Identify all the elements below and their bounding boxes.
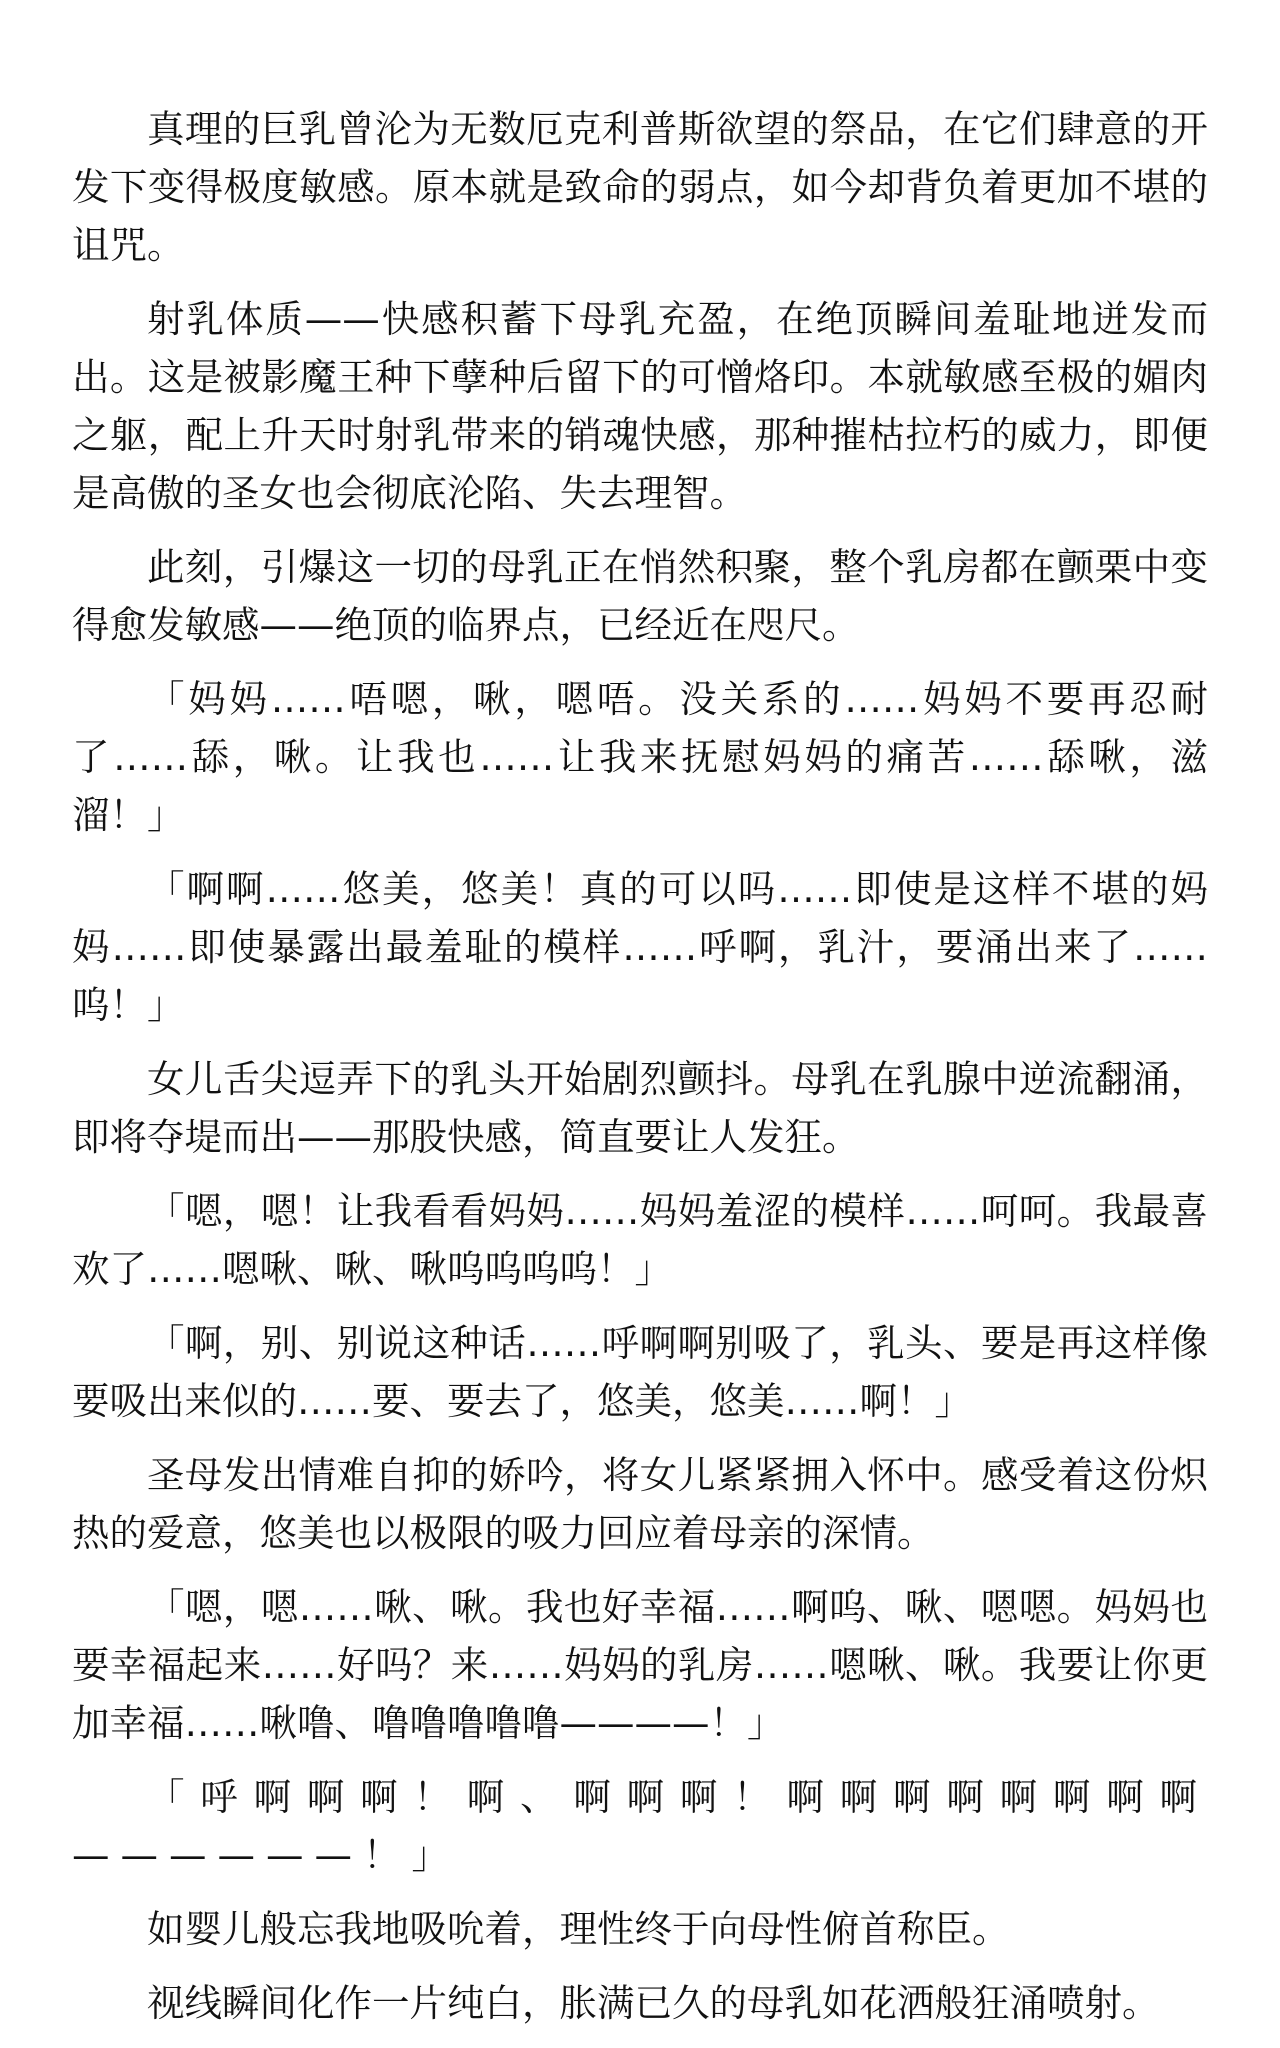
- paragraph-8: 「啊，别、别说这种话……呼啊啊别吸了，乳头、要是再这样像要吸出来似的……要、要去了，悠美，悠美……啊！」: [72, 1321, 1208, 1423]
- paragraph-4: 「妈妈……唔嗯，啾，嗯唔。没关系的……妈妈不要再忍耐了……舔，啾。让我也……让我来抚慰妈妈的痛苦……舔啾，滋溜！」: [72, 677, 1208, 837]
- paragraph-11: 「呼啊啊啊！啊、啊啊啊！啊啊啊啊啊啊啊啊——————！」: [72, 1775, 1208, 1877]
- text-body: [72, 100, 1208, 2048]
- paragraph-5: 「啊啊……悠美，悠美！真的可以吗……即使是这样不堪的妈妈……即使暴露出最羞耻的模样……呼啊，乳汁，要涌出来了……呜！」: [72, 867, 1208, 1027]
- paragraph-10: 「嗯，嗯……啾、啾。我也好幸福……啊呜、啾、嗯嗯。妈妈也要幸福起来……好吗？来……妈妈的乳房……嗯啾、啾。我要让你更加幸福……啾噜、噜噜噜噜噜————！」: [72, 1585, 1208, 1745]
- paragraph-12: 如婴儿般忘我地吸吮着，理性终于向母性俯首称臣。: [147, 1907, 1010, 1951]
- paragraph-6: 女儿舌尖逗弄下的乳头开始剧烈颤抖。母乳在乳腺中逆流翻涌，即将夺堤而出——那股快感，简直要让人发狂。: [72, 1057, 1208, 1159]
- paragraph-7: 「嗯，嗯！让我看看妈妈……妈妈羞涩的模样……呵呵。我最喜欢了……嗯啾、啾、啾呜呜呜呜！」: [72, 1189, 1208, 1291]
- paragraph-3: 此刻，引爆这一切的母乳正在悄然积聚，整个乳房都在颤栗中变得愈发敏感——绝顶的临界点，已经近在咫尺。: [72, 545, 1208, 647]
- paragraph-13: 视线瞬间化作一片纯白，胀满已久的母乳如花洒般狂涌喷射。: [147, 1981, 1160, 2025]
- paragraph-2: 射乳体质——快感积蓄下母乳充盈，在绝顶瞬间羞耻地迸发而出。这是被影魔王种下孽种后留下的可憎烙印。本就敏感至极的媚肉之躯，配上升天时射乳带来的销魂快感，那种摧枯拉朽的威力，即便是高傲的圣女也会彻底沦陷、失去理智。: [72, 297, 1208, 515]
- paragraph-9: 圣母发出情难自抑的娇吟，将女儿紧紧拥入怀中。感受着这份炽热的爱意，悠美也以极限的吸力回应着母亲的深情。: [72, 1453, 1208, 1555]
- paragraph-1: 真理的巨乳曾沦为无数厄克利普斯欲望的祭品，在它们肆意的开发下变得极度敏感。原本就是致命的弱点，如今却背负着更加不堪的诅咒。: [72, 107, 1208, 267]
